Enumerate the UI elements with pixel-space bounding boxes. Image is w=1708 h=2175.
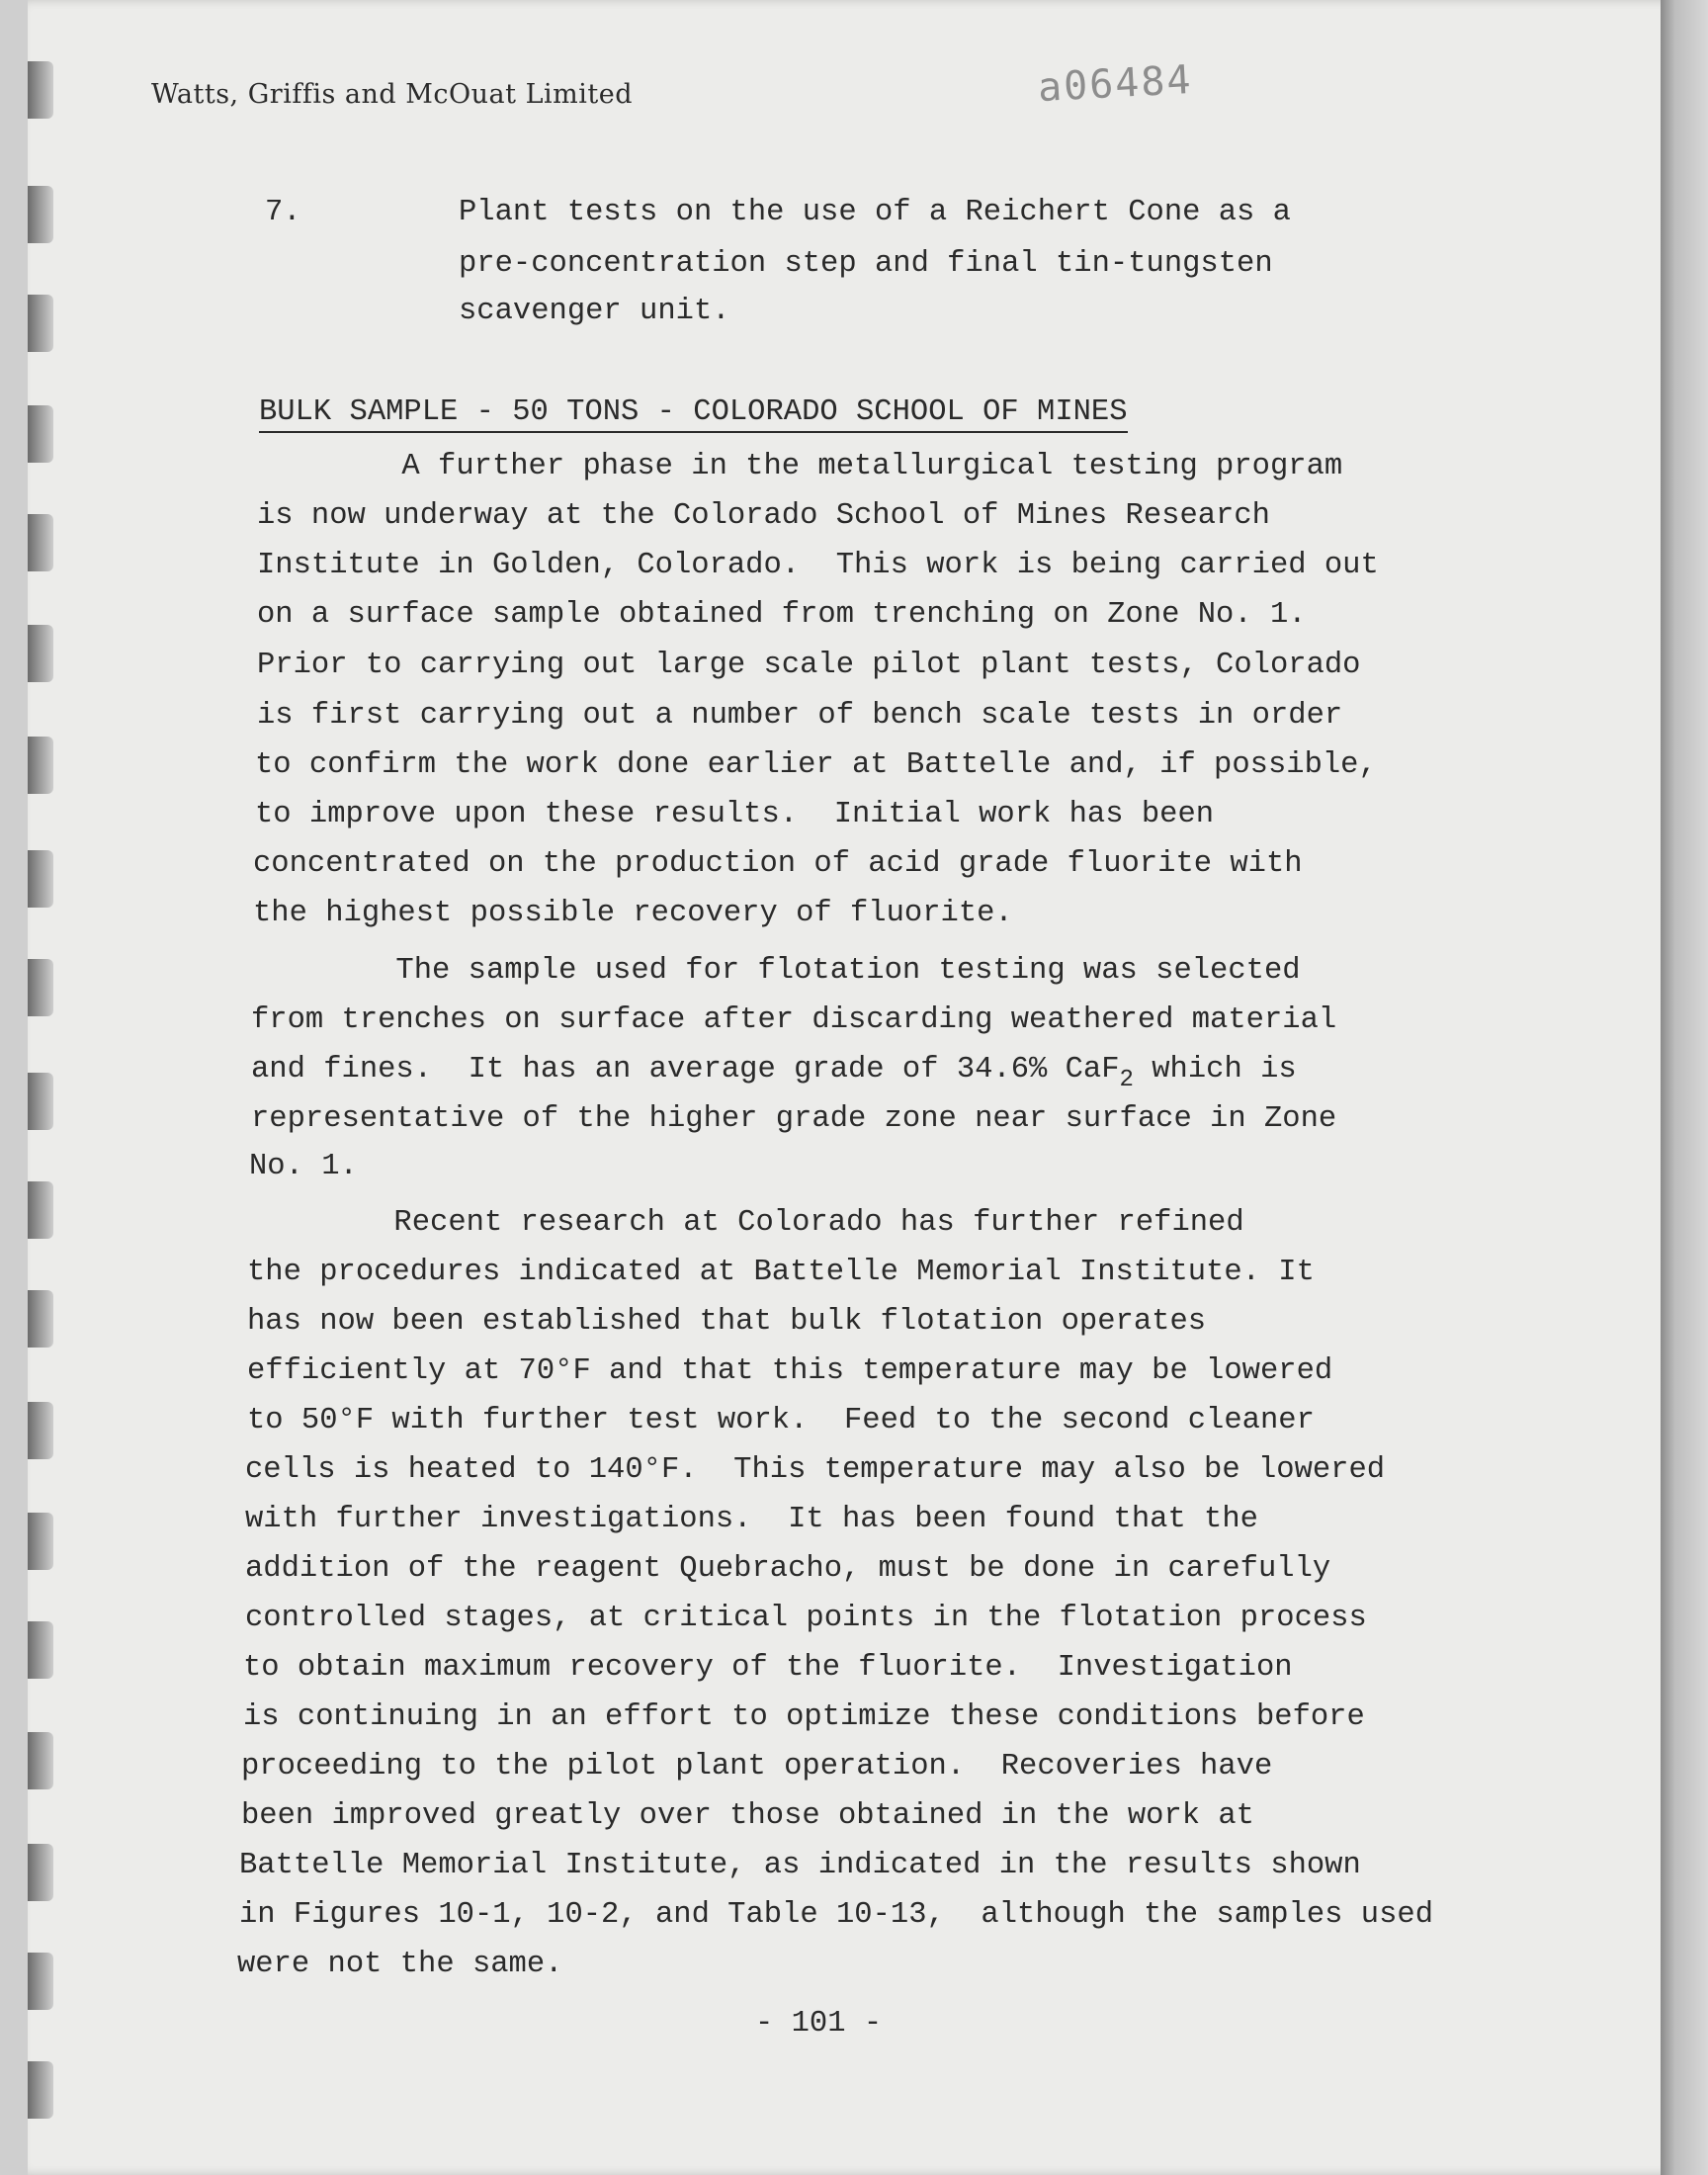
paragraph-line: from trenches on surface after discarding weathered material	[251, 1003, 1337, 1037]
document-number-stamp: a06484	[1036, 56, 1194, 112]
binding-hole	[28, 405, 53, 463]
document-page	[28, 0, 1676, 2175]
item-text-line: Plant tests on the use of a Reichert Cone as a	[459, 196, 1291, 229]
paragraph-line: with further investigations. It has been found that the	[245, 1503, 1258, 1536]
paragraph-line: No. 1.	[249, 1150, 358, 1183]
paragraph-line: concentrated on the production of acid grade fluorite with	[253, 847, 1303, 881]
binding-hole	[28, 1953, 53, 2010]
paragraph-line: the highest possible recovery of fluorite.	[253, 897, 1013, 930]
binding-hole	[28, 186, 53, 243]
paragraph-line: controlled stages, at critical points in the flotation process	[245, 1602, 1367, 1635]
paragraph-line: been improved greatly over those obtained in the work at	[241, 1799, 1254, 1833]
binding-hole	[28, 1621, 53, 1679]
binding-hole	[28, 2061, 53, 2119]
paragraph-line: proceeding to the pilot plant operation. Recoveries have	[241, 1750, 1273, 1784]
paragraph-line: Prior to carrying out large scale pilot plant tests, Colorado	[257, 649, 1361, 682]
binding-hole	[28, 850, 53, 908]
binding-hole	[28, 1402, 53, 1459]
paragraph-line: addition of the reagent Quebracho, must be done in carefully	[245, 1552, 1331, 1586]
binding-hole	[28, 959, 53, 1016]
paragraph-line-with-formula	[251, 1053, 1297, 1093]
paragraph-line: the procedures indicated at Battelle Memorial Institute. It	[247, 1256, 1315, 1289]
paragraph-line: is now underway at the Colorado School of Mines Research	[257, 499, 1270, 533]
binding-holes	[28, 0, 57, 2175]
paragraph-line: Institute in Golden, Colorado. This work is being carried out	[257, 549, 1379, 582]
paragraph-line: were not the same.	[237, 1948, 563, 1981]
binding-hole	[28, 1073, 53, 1130]
section-heading: BULK SAMPLE - 50 TONS - COLORADO SCHOOL OF MINES	[259, 395, 1128, 433]
binding-hole	[28, 514, 53, 571]
formula-text: and fines. It has an average grade of 34.6% CaF	[251, 1053, 1120, 1087]
formula-text-tail: which is	[1133, 1053, 1297, 1087]
binding-hole	[28, 1844, 53, 1901]
binding-hole	[28, 1732, 53, 1789]
paragraph-line: to confirm the work done earlier at Battelle and, if possible,	[255, 748, 1377, 782]
item-number: 7.	[265, 196, 301, 229]
paragraph-line: A further phase in the metallurgical testing program	[257, 450, 1343, 483]
paragraph-line: Recent research at Colorado has further refined	[249, 1206, 1244, 1240]
paragraph-line: efficiently at 70°F and that this temperature may be lowered	[247, 1354, 1333, 1388]
paragraph-line: Battelle Memorial Institute, as indicated in the results shown	[239, 1849, 1361, 1882]
binding-hole	[28, 1290, 53, 1348]
paragraph-line: cells is heated to 140°F. This temperature may also be lowered	[245, 1453, 1386, 1487]
binding-hole	[28, 61, 53, 119]
paragraph-line: to 50°F with further test work. Feed to the second cleaner	[247, 1404, 1315, 1437]
binding-hole	[28, 1181, 53, 1239]
paragraph-line: is first carrying out a number of bench scale tests in order	[257, 699, 1343, 733]
paragraph-line: has now been established that bulk flotation operates	[247, 1305, 1207, 1339]
formula-subscript: 2	[1119, 1067, 1134, 1093]
paragraph-line: is continuing in an effort to optimize these conditions before	[243, 1700, 1365, 1734]
binding-hole	[28, 1513, 53, 1570]
paragraph-line: representative of the higher grade zone near surface in Zone	[251, 1102, 1337, 1136]
page-edge-shadow	[1661, 0, 1708, 2175]
letterhead: Watts, Griffis and McOuat Limited	[151, 79, 633, 110]
page-number: - 101 -	[755, 2007, 883, 2041]
binding-hole	[28, 737, 53, 794]
paragraph-line: on a surface sample obtained from trenching on Zone No. 1.	[257, 598, 1307, 632]
paragraph-line: to improve upon these results. Initial work has been	[255, 798, 1215, 831]
item-text-line: scavenger unit.	[459, 295, 730, 328]
binding-hole	[28, 625, 53, 682]
paragraph-line: The sample used for flotation testing was selected	[251, 954, 1301, 988]
binding-hole	[28, 295, 53, 352]
item-text-line: pre-concentration step and final tin-tungsten	[459, 247, 1273, 281]
paragraph-line: in Figures 10-1, 10-2, and Table 10-13, although the samples used	[239, 1898, 1433, 1932]
paragraph-line: to obtain maximum recovery of the fluorite. Investigation	[243, 1651, 1293, 1685]
